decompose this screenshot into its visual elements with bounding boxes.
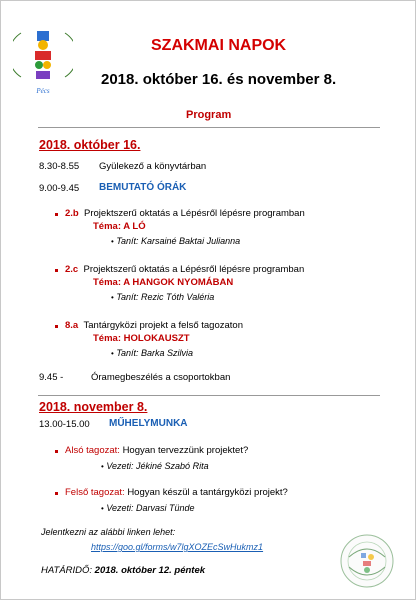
day2-date: 2018. november 8.	[39, 400, 148, 414]
workshop-title: Hogyan készül a tantárgyközi projekt?	[127, 487, 288, 498]
bullet	[55, 269, 58, 272]
teacher-label: Tanít:	[116, 236, 139, 246]
topic-label: Téma:	[93, 277, 121, 288]
bullet	[55, 325, 58, 328]
topic-name: A HANGOK NYOMÁBAN	[123, 277, 234, 288]
lead-name: Jékiné Szabó Rita	[136, 461, 209, 471]
bullet: •	[111, 237, 114, 246]
section-label: BEMUTATÓ ÓRÁK	[99, 182, 187, 193]
agenda-text: Óramegbeszélés a csoportokban	[91, 372, 231, 383]
time-slot: 9.00-9.45	[39, 183, 80, 194]
teacher-label: Tanít:	[116, 292, 139, 302]
school-seal-icon	[339, 533, 395, 589]
teacher-name: Rezic Tóth Valéria	[141, 292, 215, 302]
school-logo-icon	[13, 23, 73, 101]
bullet	[55, 450, 58, 453]
lead-label: Vezeti:	[106, 461, 134, 471]
signup-link[interactable]: https://goo.gl/forms/w7lgXOZEcSwHukmz1	[91, 542, 264, 552]
topic-label: Téma:	[93, 221, 121, 232]
class-code: 8.a	[65, 320, 79, 331]
teacher-name: Karsainé Baktai Julianna	[141, 236, 241, 246]
bullet: •	[111, 349, 114, 358]
bullet	[55, 492, 58, 495]
topic-name: HOLOKAUSZT	[123, 333, 190, 344]
program-heading: Program	[186, 109, 232, 121]
class-code: 2.c	[65, 264, 79, 275]
topic-name: A LÓ	[123, 221, 146, 232]
agenda-text: Gyülekező a könyvtárban	[99, 161, 207, 172]
event-dates: 2018. október 16. és november 8.	[101, 71, 337, 88]
svg-text:Pécs: Pécs	[36, 87, 50, 95]
time-slot: 8.30-8.55	[39, 161, 80, 172]
teacher-name: Barka Szilvia	[141, 348, 194, 358]
lesson-title: Projektszerű oktatás a Lépésről lépésre programban	[84, 208, 305, 219]
deadline-date: 2018. október 12. péntek	[94, 565, 206, 576]
lead-label: Vezeti:	[106, 503, 134, 513]
divider	[38, 395, 380, 396]
workshop-title: Hogyan tervezzünk projektet?	[122, 445, 249, 456]
lesson-title: Projektszerű oktatás a Lépésről lépésre programban	[83, 264, 305, 275]
page-title: SZAKMAI NAPOK	[151, 37, 287, 54]
bullet	[55, 213, 58, 216]
topic-label: Téma:	[93, 333, 121, 344]
signup-text: Jelentkezni az alábbi linken lehet:	[41, 527, 176, 537]
bullet: •	[111, 293, 114, 302]
class-code: 2.b	[65, 208, 79, 219]
workshop-group: Alsó tagozat:	[65, 445, 120, 456]
bullet: •	[101, 462, 104, 471]
teacher-label: Tanít:	[116, 348, 139, 358]
lesson-title: Tantárgyközi projekt a felső tagozaton	[83, 320, 243, 331]
deadline-label: HATÁRIDŐ:	[41, 565, 93, 576]
day1-date: 2018. október 16.	[39, 138, 141, 152]
section-label: MŰHELYMUNKA	[109, 418, 188, 429]
divider	[38, 127, 380, 128]
workshop-group: Felső tagozat:	[65, 487, 125, 498]
time-slot: 9.45 -	[39, 372, 64, 383]
time-slot: 13.00-15.00	[39, 419, 90, 430]
bullet: •	[101, 504, 104, 513]
lead-name: Darvasi Tünde	[136, 503, 195, 513]
